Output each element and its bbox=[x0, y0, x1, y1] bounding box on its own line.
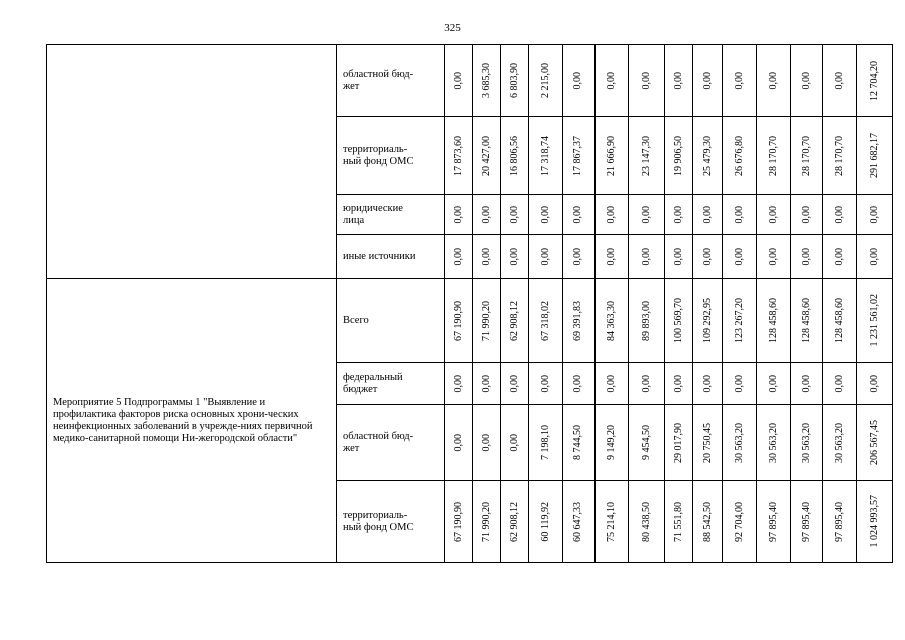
event-cell-empty bbox=[47, 45, 337, 279]
value-text: 6 803,90 bbox=[508, 63, 520, 98]
value-text: 0,00 bbox=[701, 374, 713, 393]
value-cell bbox=[501, 405, 529, 481]
value-text: 88 542,50 bbox=[701, 501, 713, 542]
value-cell bbox=[823, 195, 857, 235]
value-cell bbox=[629, 405, 665, 481]
value-cell bbox=[595, 45, 629, 117]
value-text: 0,00 bbox=[452, 374, 464, 393]
value-text: 0,00 bbox=[508, 374, 520, 393]
value-cell bbox=[445, 405, 473, 481]
value-text: 19 906,50 bbox=[672, 135, 684, 176]
value-cell bbox=[501, 117, 529, 195]
value-text: 0,00 bbox=[701, 71, 713, 90]
value-cell bbox=[629, 235, 665, 279]
value-cell bbox=[473, 481, 501, 563]
event-description: Мероприятие 5 Подпрограммы 1 "Выявление и профилактика факторов риска основных хрони-ческих неинфекционных заболеваний в учрежде-ниях первичной медико-санитарной помощи Ни-жегородской области" bbox=[53, 396, 313, 444]
value-text: 71 990,20 bbox=[480, 300, 492, 341]
value-cell bbox=[757, 195, 791, 235]
value-text: 23 147,30 bbox=[640, 135, 652, 176]
value-text: 0,00 bbox=[605, 205, 617, 224]
value-cell bbox=[563, 363, 595, 405]
value-cell bbox=[693, 45, 723, 117]
value-text: 128 458,60 bbox=[833, 298, 845, 343]
value-cell bbox=[445, 235, 473, 279]
value-cell bbox=[563, 235, 595, 279]
value-cell bbox=[723, 45, 757, 117]
value-text: 0,00 bbox=[672, 205, 684, 224]
value-text: 0,00 bbox=[672, 247, 684, 266]
value-cell bbox=[529, 45, 563, 117]
value-cell bbox=[563, 481, 595, 563]
value-text: 7 198,10 bbox=[539, 425, 551, 460]
value-text: 0,00 bbox=[572, 71, 584, 90]
value-cell bbox=[665, 363, 693, 405]
value-cell bbox=[595, 235, 629, 279]
value-text: 0,00 bbox=[572, 374, 584, 393]
value-text: 0,00 bbox=[767, 205, 779, 224]
value-text: 0,00 bbox=[868, 205, 880, 224]
value-cell bbox=[501, 235, 529, 279]
value-text: 30 563,20 bbox=[800, 422, 812, 463]
value-cell bbox=[563, 117, 595, 195]
value-text: 0,00 bbox=[800, 374, 812, 393]
value-cell bbox=[791, 363, 823, 405]
value-cell bbox=[563, 195, 595, 235]
value-text: 0,00 bbox=[833, 247, 845, 266]
value-text: 0,00 bbox=[452, 433, 464, 452]
value-cell bbox=[629, 481, 665, 563]
value-text: 0,00 bbox=[701, 205, 713, 224]
value-cell bbox=[823, 363, 857, 405]
value-cell bbox=[595, 405, 629, 481]
value-text: 0,00 bbox=[480, 247, 492, 266]
value-cell bbox=[445, 363, 473, 405]
value-cell bbox=[693, 363, 723, 405]
value-cell bbox=[857, 279, 893, 363]
value-text: 3 685,30 bbox=[480, 63, 492, 98]
value-cell bbox=[473, 235, 501, 279]
value-text: 0,00 bbox=[605, 374, 617, 393]
value-text: 0,00 bbox=[452, 71, 464, 90]
value-text: 30 563,20 bbox=[833, 422, 845, 463]
value-cell bbox=[723, 405, 757, 481]
value-text: 0,00 bbox=[572, 205, 584, 224]
value-text: 0,00 bbox=[767, 374, 779, 393]
value-cell bbox=[473, 45, 501, 117]
value-text: 291 682,17 bbox=[868, 133, 880, 178]
value-cell bbox=[857, 117, 893, 195]
value-cell bbox=[529, 481, 563, 563]
value-cell bbox=[791, 405, 823, 481]
value-text: 0,00 bbox=[452, 205, 464, 224]
value-text: 0,00 bbox=[800, 71, 812, 90]
value-text: 0,00 bbox=[480, 205, 492, 224]
value-cell bbox=[595, 481, 629, 563]
value-cell bbox=[501, 195, 529, 235]
value-text: 0,00 bbox=[800, 205, 812, 224]
value-cell bbox=[595, 279, 629, 363]
value-text: 206 567,45 bbox=[868, 420, 880, 465]
funding-source-label: Всего bbox=[343, 314, 369, 326]
value-text: 109 292,95 bbox=[701, 298, 713, 343]
value-cell bbox=[823, 405, 857, 481]
value-text: 67 190,90 bbox=[452, 501, 464, 542]
value-cell bbox=[757, 481, 791, 563]
value-text: 28 170,70 bbox=[767, 135, 779, 176]
funding-source-label: областной бюд- жет bbox=[343, 68, 414, 92]
value-text: 16 806,56 bbox=[508, 135, 520, 176]
value-cell bbox=[445, 117, 473, 195]
value-text: 0,00 bbox=[640, 205, 652, 224]
value-cell bbox=[857, 45, 893, 117]
value-cell bbox=[823, 45, 857, 117]
value-cell bbox=[693, 279, 723, 363]
value-text: 0,00 bbox=[640, 71, 652, 90]
value-cell bbox=[529, 279, 563, 363]
value-cell bbox=[501, 481, 529, 563]
value-text: 84 363,30 bbox=[605, 300, 617, 341]
value-cell bbox=[595, 117, 629, 195]
value-cell bbox=[445, 45, 473, 117]
value-cell bbox=[665, 117, 693, 195]
value-cell bbox=[595, 195, 629, 235]
value-text: 0,00 bbox=[605, 247, 617, 266]
value-cell bbox=[665, 45, 693, 117]
value-cell bbox=[723, 117, 757, 195]
value-cell bbox=[529, 117, 563, 195]
value-cell bbox=[757, 45, 791, 117]
value-text: 8 744,50 bbox=[572, 425, 584, 460]
value-cell bbox=[757, 405, 791, 481]
value-cell bbox=[665, 195, 693, 235]
value-text: 0,00 bbox=[733, 247, 745, 266]
value-cell bbox=[665, 481, 693, 563]
value-cell bbox=[563, 279, 595, 363]
value-cell bbox=[665, 405, 693, 481]
value-text: 97 895,40 bbox=[800, 501, 812, 542]
value-cell bbox=[823, 279, 857, 363]
event-description-cell bbox=[47, 279, 337, 563]
value-cell bbox=[857, 363, 893, 405]
value-text: 0,00 bbox=[800, 247, 812, 266]
financing-table bbox=[46, 44, 893, 563]
funding-source-cell bbox=[337, 235, 445, 279]
value-text: 1 024 993,57 bbox=[868, 495, 880, 548]
value-cell bbox=[857, 405, 893, 481]
funding-source-label: территориаль- ный фонд ОМС bbox=[343, 143, 414, 167]
value-cell bbox=[629, 117, 665, 195]
value-cell bbox=[693, 235, 723, 279]
value-text: 71 990,20 bbox=[480, 501, 492, 542]
funding-source-label: федеральный бюджет bbox=[343, 371, 403, 395]
value-cell bbox=[473, 363, 501, 405]
value-cell bbox=[445, 279, 473, 363]
value-cell bbox=[791, 45, 823, 117]
value-cell bbox=[857, 481, 893, 563]
value-text: 60 647,33 bbox=[572, 501, 584, 542]
value-text: 0,00 bbox=[539, 205, 551, 224]
funding-source-label: областной бюд- жет bbox=[343, 430, 414, 454]
value-cell bbox=[473, 279, 501, 363]
value-cell bbox=[501, 363, 529, 405]
value-cell bbox=[665, 279, 693, 363]
value-text: 0,00 bbox=[539, 247, 551, 266]
value-cell bbox=[693, 405, 723, 481]
value-cell bbox=[823, 481, 857, 563]
value-cell bbox=[529, 405, 563, 481]
value-text: 0,00 bbox=[868, 374, 880, 393]
funding-source-cell bbox=[337, 279, 445, 363]
value-text: 2 215,00 bbox=[539, 63, 551, 98]
value-text: 0,00 bbox=[833, 205, 845, 224]
value-cell bbox=[723, 481, 757, 563]
value-text: 123 267,20 bbox=[733, 298, 745, 343]
value-cell bbox=[757, 117, 791, 195]
value-cell bbox=[563, 45, 595, 117]
value-cell bbox=[473, 405, 501, 481]
value-text: 0,00 bbox=[508, 247, 520, 266]
value-text: 0,00 bbox=[480, 433, 492, 452]
value-cell bbox=[445, 481, 473, 563]
value-text: 17 867,37 bbox=[572, 135, 584, 176]
table-row bbox=[47, 45, 893, 117]
value-text: 71 551,80 bbox=[672, 501, 684, 542]
value-text: 30 563,20 bbox=[733, 422, 745, 463]
value-text: 0,00 bbox=[672, 71, 684, 90]
value-cell bbox=[791, 481, 823, 563]
value-cell bbox=[723, 279, 757, 363]
value-text: 21 666,90 bbox=[605, 135, 617, 176]
value-cell bbox=[445, 195, 473, 235]
value-cell bbox=[723, 235, 757, 279]
value-cell bbox=[823, 235, 857, 279]
value-cell bbox=[629, 45, 665, 117]
funding-source-cell bbox=[337, 45, 445, 117]
value-cell bbox=[629, 195, 665, 235]
value-text: 9 454,50 bbox=[640, 425, 652, 460]
value-text: 30 563,20 bbox=[767, 422, 779, 463]
value-cell bbox=[529, 195, 563, 235]
value-text: 60 119,92 bbox=[539, 501, 551, 542]
value-cell bbox=[529, 235, 563, 279]
value-cell bbox=[529, 363, 563, 405]
value-text: 20 750,45 bbox=[701, 422, 713, 463]
value-text: 67 318,02 bbox=[539, 300, 551, 341]
value-cell bbox=[629, 279, 665, 363]
value-text: 17 318,74 bbox=[539, 135, 551, 176]
value-cell bbox=[791, 279, 823, 363]
value-cell bbox=[595, 363, 629, 405]
value-text: 0,00 bbox=[452, 247, 464, 266]
value-text: 29 017,90 bbox=[672, 422, 684, 463]
value-text: 26 676,80 bbox=[733, 135, 745, 176]
value-text: 0,00 bbox=[767, 247, 779, 266]
value-text: 0,00 bbox=[640, 247, 652, 266]
value-text: 97 895,40 bbox=[767, 501, 779, 542]
value-text: 69 391,83 bbox=[572, 300, 584, 341]
value-text: 9 149,20 bbox=[605, 425, 617, 460]
value-text: 17 873,60 bbox=[452, 135, 464, 176]
value-text: 0,00 bbox=[572, 247, 584, 266]
value-cell bbox=[501, 45, 529, 117]
value-cell bbox=[791, 117, 823, 195]
value-cell bbox=[791, 235, 823, 279]
value-text: 1 231 561,02 bbox=[868, 294, 880, 347]
value-cell bbox=[791, 195, 823, 235]
value-cell bbox=[665, 235, 693, 279]
funding-source-cell bbox=[337, 405, 445, 481]
value-text: 0,00 bbox=[733, 374, 745, 393]
value-text: 0,00 bbox=[539, 374, 551, 393]
value-text: 0,00 bbox=[767, 71, 779, 90]
value-text: 0,00 bbox=[833, 374, 845, 393]
value-cell bbox=[723, 363, 757, 405]
value-cell bbox=[857, 235, 893, 279]
value-text: 92 704,00 bbox=[733, 501, 745, 542]
value-text: 0,00 bbox=[733, 205, 745, 224]
value-text: 0,00 bbox=[672, 374, 684, 393]
value-cell bbox=[757, 235, 791, 279]
value-text: 0,00 bbox=[605, 71, 617, 90]
value-text: 28 170,70 bbox=[833, 135, 845, 176]
value-cell bbox=[473, 117, 501, 195]
funding-source-cell bbox=[337, 117, 445, 195]
value-text: 28 170,70 bbox=[800, 135, 812, 176]
value-text: 62 908,12 bbox=[508, 300, 520, 341]
value-text: 0,00 bbox=[833, 71, 845, 90]
value-text: 12 704,20 bbox=[868, 60, 880, 101]
value-text: 0,00 bbox=[480, 374, 492, 393]
value-cell bbox=[723, 195, 757, 235]
value-cell bbox=[757, 363, 791, 405]
value-text: 128 458,60 bbox=[800, 298, 812, 343]
funding-source-cell bbox=[337, 481, 445, 563]
value-text: 0,00 bbox=[868, 247, 880, 266]
value-cell bbox=[693, 117, 723, 195]
value-text: 97 895,40 bbox=[833, 501, 845, 542]
page-number: 325 bbox=[444, 22, 461, 34]
value-cell bbox=[693, 481, 723, 563]
value-text: 0,00 bbox=[733, 71, 745, 90]
value-text: 20 427,00 bbox=[480, 135, 492, 176]
value-text: 0,00 bbox=[508, 205, 520, 224]
value-text: 0,00 bbox=[508, 433, 520, 452]
value-text: 100 569,70 bbox=[672, 298, 684, 343]
funding-source-cell bbox=[337, 195, 445, 235]
value-cell bbox=[473, 195, 501, 235]
value-cell bbox=[857, 195, 893, 235]
funding-source-cell bbox=[337, 363, 445, 405]
value-text: 0,00 bbox=[701, 247, 713, 266]
value-text: 128 458,60 bbox=[767, 298, 779, 343]
value-cell bbox=[629, 363, 665, 405]
value-cell bbox=[501, 279, 529, 363]
value-text: 89 893,00 bbox=[640, 300, 652, 341]
value-cell bbox=[757, 279, 791, 363]
funding-source-label: юридические лица bbox=[343, 202, 403, 226]
value-text: 75 214,10 bbox=[605, 501, 617, 542]
table-row bbox=[47, 279, 893, 363]
value-text: 67 190,90 bbox=[452, 300, 464, 341]
value-cell bbox=[693, 195, 723, 235]
value-text: 62 908,12 bbox=[508, 501, 520, 542]
value-text: 80 438,50 bbox=[640, 501, 652, 542]
value-cell bbox=[823, 117, 857, 195]
funding-source-label: иные источники bbox=[343, 250, 416, 262]
value-text: 25 479,30 bbox=[701, 135, 713, 176]
funding-source-label: территориаль- ный фонд ОМС bbox=[343, 509, 414, 533]
value-cell bbox=[563, 405, 595, 481]
value-text: 0,00 bbox=[640, 374, 652, 393]
